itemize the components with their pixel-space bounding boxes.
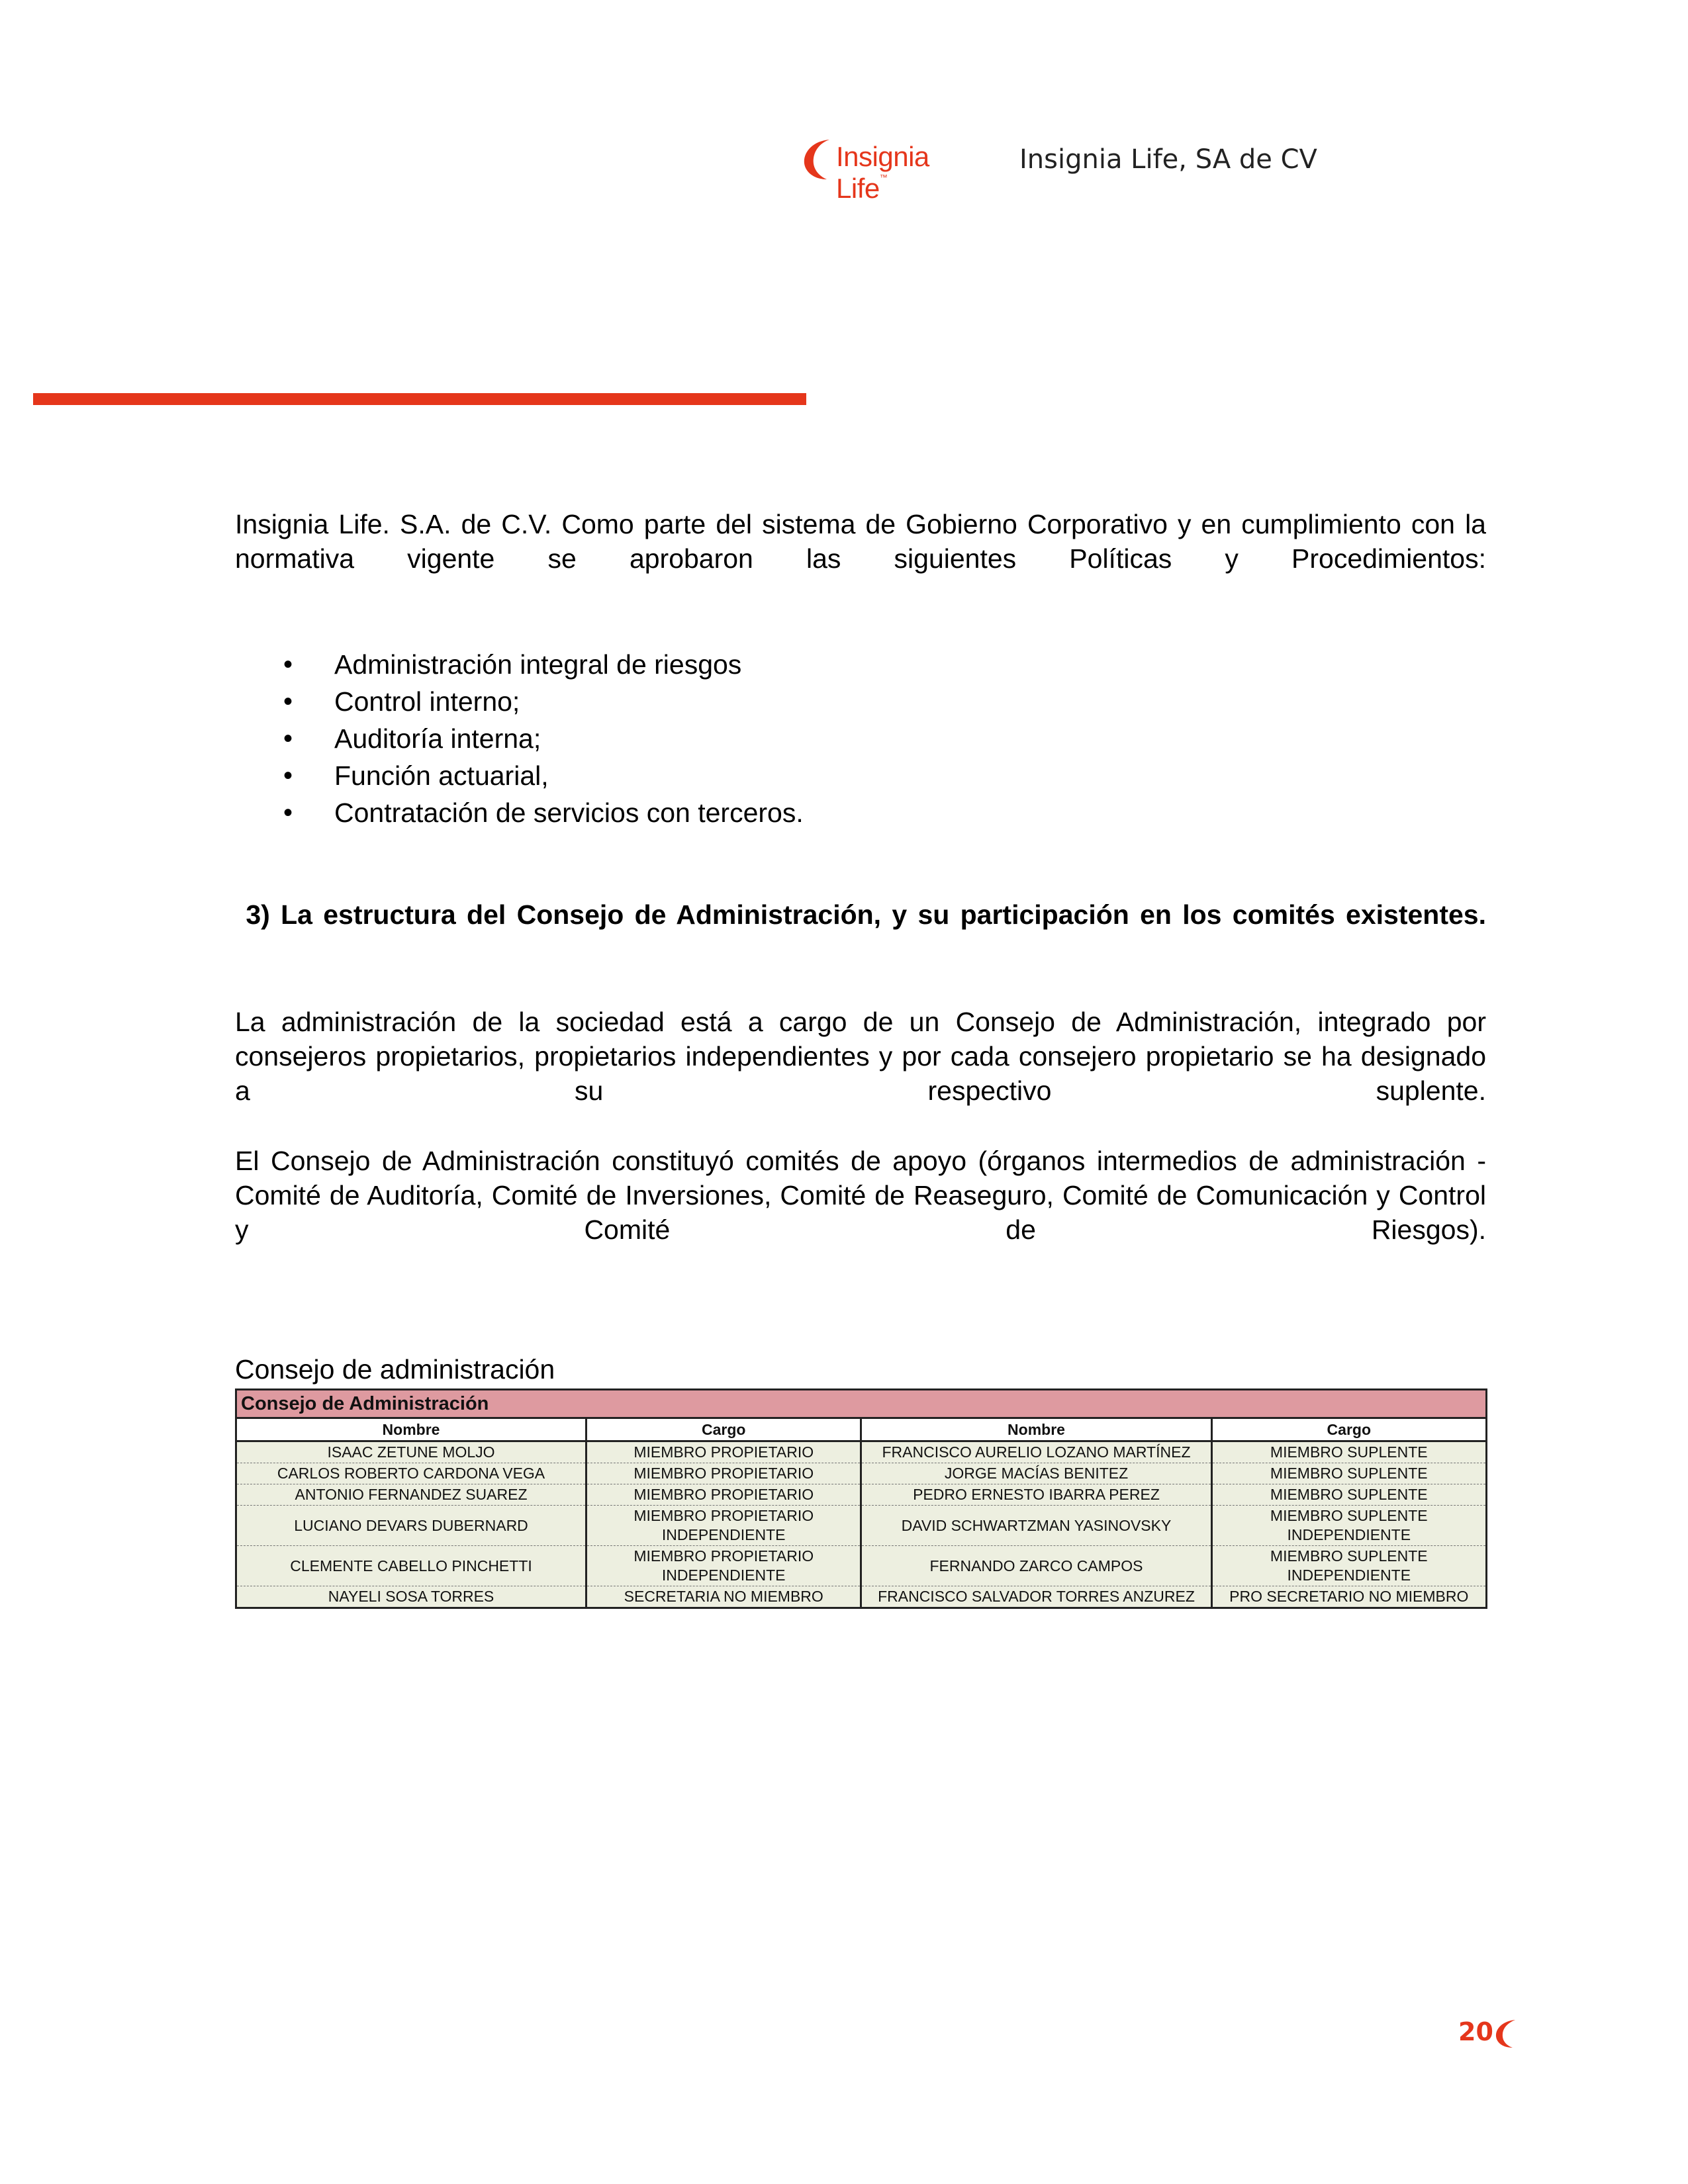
table-cell: MIEMBRO PROPIETARIO INDEPENDIENTE bbox=[586, 1506, 861, 1546]
logo-text: Insignia Life™ bbox=[836, 141, 929, 204]
body-paragraph-2: El Consejo de Administración constituyó comités de apoyo (órganos intermedios de administración - Comité de Auditoría, Comité de Inversiones, Comité de Reaseguro, Comité de Comunicación y Control y Comité de Riesgos). bbox=[235, 1146, 1486, 1245]
table-cell: MIEMBRO SUPLENTE INDEPENDIENTE bbox=[1211, 1546, 1486, 1586]
column-header: Cargo bbox=[1211, 1418, 1486, 1441]
header-company-name: Insignia Life, SA de CV bbox=[1019, 144, 1317, 175]
table-cell: DAVID SCHWARTZMAN YASINOVSKY bbox=[861, 1506, 1211, 1546]
table-row bbox=[236, 1546, 1487, 1586]
table-cell: NAYELI SOSA TORRES bbox=[236, 1586, 586, 1608]
crescent-page-icon bbox=[1493, 2019, 1519, 2049]
page-number: 20 bbox=[1458, 2017, 1493, 2050]
table-cell: FERNANDO ZARCO CAMPOS bbox=[861, 1546, 1211, 1586]
table-cell: CARLOS ROBERTO CARDONA VEGA bbox=[236, 1463, 586, 1484]
table-cell: PRO SECRETARIO NO MIEMBRO bbox=[1211, 1586, 1486, 1608]
table-title: Consejo de Administración bbox=[236, 1390, 1487, 1418]
list-item: • Control interno; bbox=[278, 683, 804, 720]
body-paragraph-1: La administración de la sociedad está a cargo de un Consejo de Administración, integrado por consejeros propietarios, propietarios independientes y por cada consejero propietario se ha designado a su respectivo suplente. bbox=[235, 1007, 1486, 1106]
table-row bbox=[236, 1484, 1487, 1506]
column-header: Cargo bbox=[586, 1418, 861, 1441]
table-header-row bbox=[236, 1418, 1487, 1441]
table-cell: MIEMBRO SUPLENTE bbox=[1211, 1463, 1486, 1484]
list-item: • Función actuarial, bbox=[278, 757, 804, 794]
table-row bbox=[236, 1586, 1487, 1608]
table-caption: Consejo de administración bbox=[235, 1354, 555, 1385]
section-heading: 3) La estructura del Consejo de Administración, y su participación en los comités existentes. bbox=[246, 899, 1486, 930]
list-item: • Contratación de servicios con terceros. bbox=[278, 794, 804, 831]
accent-bar bbox=[33, 393, 806, 405]
table-cell: SECRETARIA NO MIEMBRO bbox=[586, 1586, 861, 1608]
table-cell: MIEMBRO PROPIETARIO bbox=[586, 1441, 861, 1463]
table-cell: MIEMBRO SUPLENTE bbox=[1211, 1441, 1486, 1463]
crescent-logo-icon bbox=[798, 136, 837, 182]
table-row bbox=[236, 1506, 1487, 1546]
table-row bbox=[236, 1463, 1487, 1484]
table-cell: MIEMBRO PROPIETARIO bbox=[586, 1484, 861, 1506]
table-cell: FRANCISCO SALVADOR TORRES ANZUREZ bbox=[861, 1586, 1211, 1608]
bullet-icon: • bbox=[283, 798, 293, 827]
bullet-icon: • bbox=[283, 650, 293, 679]
table-cell: LUCIANO DEVARS DUBERNARD bbox=[236, 1506, 586, 1546]
list-item: • Auditoría interna; bbox=[278, 720, 804, 757]
table-cell: CLEMENTE CABELLO PINCHETTI bbox=[236, 1546, 586, 1586]
board-table bbox=[235, 1388, 1487, 1609]
bullet-icon: • bbox=[283, 761, 293, 790]
table-row bbox=[236, 1441, 1487, 1463]
table-cell: FRANCISCO AURELIO LOZANO MARTÍNEZ bbox=[861, 1441, 1211, 1463]
table-cell: MIEMBRO PROPIETARIO bbox=[586, 1463, 861, 1484]
table-cell: MIEMBRO PROPIETARIO INDEPENDIENTE bbox=[586, 1546, 861, 1586]
table-cell: ANTONIO FERNANDEZ SUAREZ bbox=[236, 1484, 586, 1506]
table-cell: PEDRO ERNESTO IBARRA PEREZ bbox=[861, 1484, 1211, 1506]
table-cell: MIEMBRO SUPLENTE INDEPENDIENTE bbox=[1211, 1506, 1486, 1546]
column-header: Nombre bbox=[861, 1418, 1211, 1441]
list-item: • Administración integral de riesgos bbox=[278, 646, 804, 683]
column-header: Nombre bbox=[236, 1418, 586, 1441]
policies-list bbox=[278, 646, 804, 831]
bullet-icon: • bbox=[283, 687, 293, 716]
table-cell: MIEMBRO SUPLENTE bbox=[1211, 1484, 1486, 1506]
bullet-icon: • bbox=[283, 724, 293, 753]
table-cell: JORGE MACÍAS BENITEZ bbox=[861, 1463, 1211, 1484]
table-cell: ISAAC ZETUNE MOLJO bbox=[236, 1441, 586, 1463]
table-title-row bbox=[236, 1390, 1487, 1418]
intro-paragraph: Insignia Life. S.A. de C.V. Como parte del sistema de Gobierno Corporativo y en cumplimiento con la normativa vigente se aprobaron las siguientes Políticas y Procedimientos: bbox=[235, 509, 1486, 574]
company-logo bbox=[798, 136, 983, 204]
